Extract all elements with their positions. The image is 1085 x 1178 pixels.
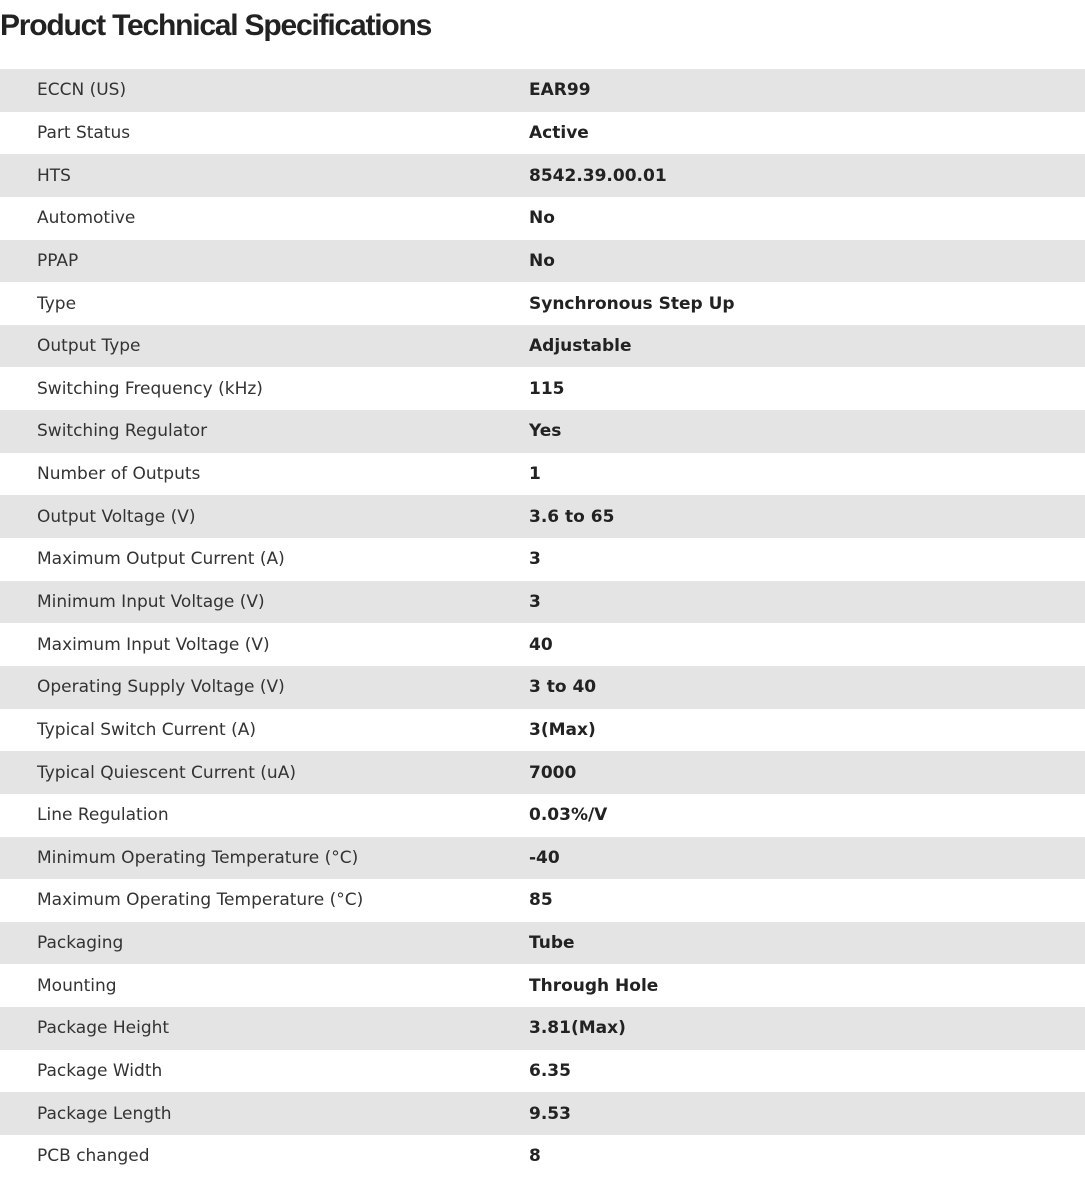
spec-value: 3.6 to 65 xyxy=(529,495,1085,538)
table-row xyxy=(0,751,1085,794)
spec-value: 1 xyxy=(529,453,1085,496)
spec-value: 115 xyxy=(529,367,1085,410)
spec-label: Switching Regulator xyxy=(0,410,529,453)
spec-label: Type xyxy=(0,282,529,325)
spec-label: Maximum Operating Temperature (°C) xyxy=(0,879,529,922)
table-row xyxy=(0,709,1085,752)
table-row xyxy=(0,1092,1085,1135)
spec-value: 3 xyxy=(529,538,1085,581)
table-row xyxy=(0,666,1085,709)
spec-label: Typical Switch Current (A) xyxy=(0,709,529,752)
spec-label: Package Width xyxy=(0,1050,529,1093)
spec-label: Package Height xyxy=(0,1007,529,1050)
table-row xyxy=(0,879,1085,922)
spec-value: Tube xyxy=(529,922,1085,965)
spec-label: Number of Outputs xyxy=(0,453,529,496)
table-row xyxy=(0,410,1085,453)
spec-label: Package Length xyxy=(0,1092,529,1135)
spec-value: 3 to 40 xyxy=(529,666,1085,709)
spec-value: Through Hole xyxy=(529,964,1085,1007)
spec-label: Typical Quiescent Current (uA) xyxy=(0,751,529,794)
table-row xyxy=(0,1135,1085,1178)
spec-value: No xyxy=(529,197,1085,240)
table-row xyxy=(0,623,1085,666)
table-row xyxy=(0,240,1085,283)
table-row xyxy=(0,325,1085,368)
table-row xyxy=(0,197,1085,240)
spec-label: Mounting xyxy=(0,964,529,1007)
table-row xyxy=(0,837,1085,880)
specifications-table xyxy=(0,69,1085,1178)
spec-value: 3 xyxy=(529,581,1085,624)
table-row xyxy=(0,1007,1085,1050)
spec-value: 0.03%/V xyxy=(529,794,1085,837)
spec-label: PPAP xyxy=(0,240,529,283)
spec-value: 40 xyxy=(529,623,1085,666)
spec-label: Minimum Operating Temperature (°C) xyxy=(0,837,529,880)
table-row xyxy=(0,282,1085,325)
spec-label: PCB changed xyxy=(0,1135,529,1178)
spec-value: 9.53 xyxy=(529,1092,1085,1135)
table-row xyxy=(0,964,1085,1007)
spec-label: Output Type xyxy=(0,325,529,368)
table-row xyxy=(0,794,1085,837)
spec-label: Output Voltage (V) xyxy=(0,495,529,538)
spec-value: Yes xyxy=(529,410,1085,453)
table-row xyxy=(0,1050,1085,1093)
table-row xyxy=(0,495,1085,538)
spec-value: 3(Max) xyxy=(529,709,1085,752)
spec-label: Automotive xyxy=(0,197,529,240)
spec-label: ECCN (US) xyxy=(0,69,529,112)
spec-value: 8542.39.00.01 xyxy=(529,154,1085,197)
spec-label: Line Regulation xyxy=(0,794,529,837)
spec-label: Packaging xyxy=(0,922,529,965)
table-row xyxy=(0,581,1085,624)
spec-value: -40 xyxy=(529,837,1085,880)
page-title: Product Technical Specifications xyxy=(0,9,432,42)
spec-value: Synchronous Step Up xyxy=(529,282,1085,325)
table-row xyxy=(0,367,1085,410)
table-row xyxy=(0,69,1085,112)
table-row xyxy=(0,154,1085,197)
table-row xyxy=(0,453,1085,496)
spec-value: No xyxy=(529,240,1085,283)
spec-label: Switching Frequency (kHz) xyxy=(0,367,529,410)
spec-value: 7000 xyxy=(529,751,1085,794)
table-row xyxy=(0,538,1085,581)
spec-label: HTS xyxy=(0,154,529,197)
spec-value: 3.81(Max) xyxy=(529,1007,1085,1050)
spec-value: 8 xyxy=(529,1135,1085,1178)
specifications-table-body xyxy=(0,69,1085,1178)
spec-value: Adjustable xyxy=(529,325,1085,368)
spec-label: Maximum Input Voltage (V) xyxy=(0,623,529,666)
spec-value: Active xyxy=(529,112,1085,155)
spec-value: 85 xyxy=(529,879,1085,922)
spec-label: Operating Supply Voltage (V) xyxy=(0,666,529,709)
spec-label: Minimum Input Voltage (V) xyxy=(0,581,529,624)
spec-value: 6.35 xyxy=(529,1050,1085,1093)
spec-label: Part Status xyxy=(0,112,529,155)
spec-value: EAR99 xyxy=(529,69,1085,112)
table-row xyxy=(0,112,1085,155)
table-row xyxy=(0,922,1085,965)
spec-label: Maximum Output Current (A) xyxy=(0,538,529,581)
